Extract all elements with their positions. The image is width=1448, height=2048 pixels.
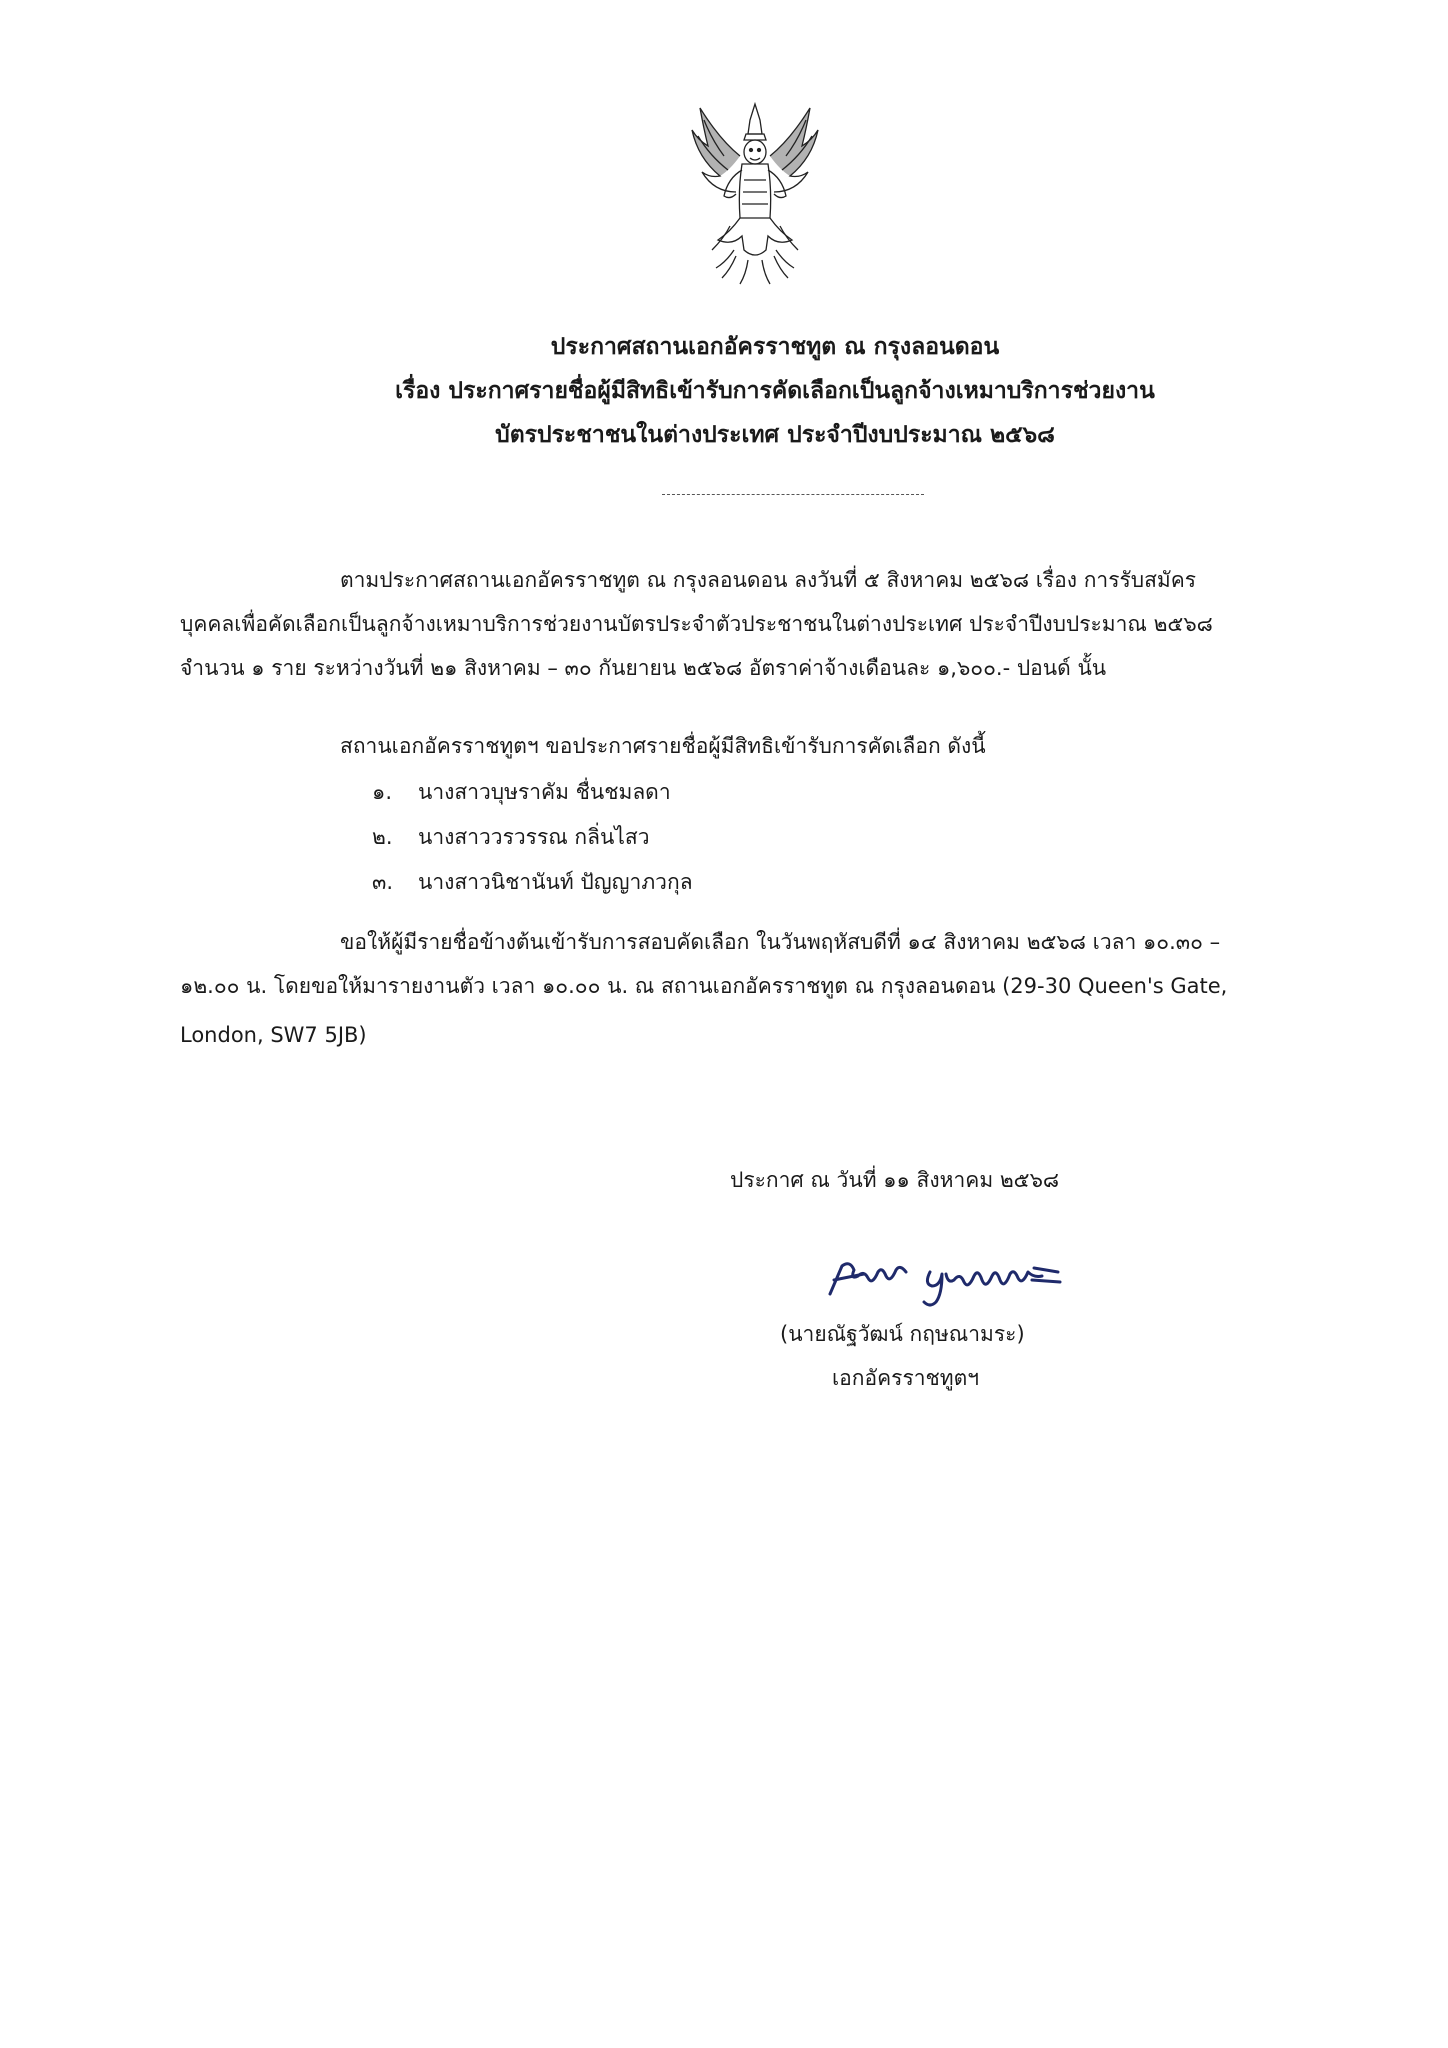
paragraph-line: จำนวน ๑ ราย ระหว่างวันที่ ๒๑ สิงหาคม – ๓๐ กันยายน ๒๕๖๘ อัตราค่าจ้างเดือนละ ๑,๖๐๐.- ปอนด์ นั้น: [180, 656, 1107, 680]
paragraph-line: London, SW7 5JB): [180, 1023, 367, 1047]
list-item-number: ๑.: [372, 780, 393, 804]
paragraph-line: บุคคลเพื่อคัดเลือกเป็นลูกจ้างเหมาบริการช่วยงานบัตรประจำตัวประชาชนในต่างประเทศ ประจำปีงบประมาณ ๒๕๖๘: [180, 612, 1213, 636]
candidate-name: นางสาวบุษราคัม ชื่นชมลดา: [418, 780, 671, 804]
candidate-list-intro: สถานเอกอัครราชทูตฯ ขอประกาศรายชื่อผู้มีสิทธิเข้ารับการคัดเลือก ดังนี้: [340, 734, 986, 758]
paragraph-reference: [180, 558, 1280, 690]
paragraph-line: ขอให้ผู้มีรายชื่อข้างต้นเข้ารับการสอบคัดเลือก ในวันพฤหัสบดีที่ ๑๔ สิงหาคม ๒๕๖๘ เวลา ๑๐.๓๐ –: [340, 930, 1221, 954]
candidate-name: นางสาวนิชานันท์ ปัญญาภวกุล: [418, 870, 693, 894]
list-item: [372, 860, 693, 904]
list-item-number: ๒.: [372, 825, 393, 849]
list-item-number: ๓.: [372, 870, 394, 894]
garuda-emblem-icon: [690, 100, 820, 290]
candidate-name: นางสาววรวรรณ กลิ่นไสว: [418, 825, 650, 849]
signer-name: (นายณัฐวัฒน์ กฤษณามระ): [780, 1322, 1025, 1346]
header-subject: เรื่อง ประกาศรายชื่อผู้มีสิทธิเข้ารับการคัดเลือกเป็นลูกจ้างเหมาบริการช่วยงาน: [395, 378, 1155, 404]
paragraph-exam-details: [180, 920, 1280, 1060]
paragraph-line: ๑๒.๐๐ น. โดยขอให้มารายงานตัว เวลา ๑๐.๐๐ น. ณ สถานเอกอัครราชทูต ณ กรุงลอนดอน (29-30 Queen's Gate,: [180, 974, 1228, 998]
candidate-list: [372, 770, 693, 905]
signer-title: เอกอัครราชทูตฯ: [832, 1366, 980, 1390]
announcement-header: [300, 325, 1250, 457]
paragraph-line: ตามประกาศสถานเอกอัครราชทูต ณ กรุงลอนดอน ลงวันที่ ๕ สิงหาคม ๒๕๖๘ เรื่อง การรับสมัคร: [340, 568, 1197, 592]
list-item: [372, 815, 693, 859]
announcement-date: ประกาศ ณ วันที่ ๑๑ สิงหาคม ๒๕๖๘: [730, 1168, 1060, 1192]
list-item: [372, 770, 693, 814]
header-title: ประกาศสถานเอกอัครราชทูต ณ กรุงลอนดอน: [550, 334, 1000, 360]
header-divider: [662, 494, 924, 495]
handwritten-signature: [820, 1250, 1080, 1310]
header-subject-continued: บัตรประชาชนในต่างประเทศ ประจำปีงบประมาณ ๒๕๖๘: [495, 422, 1055, 448]
